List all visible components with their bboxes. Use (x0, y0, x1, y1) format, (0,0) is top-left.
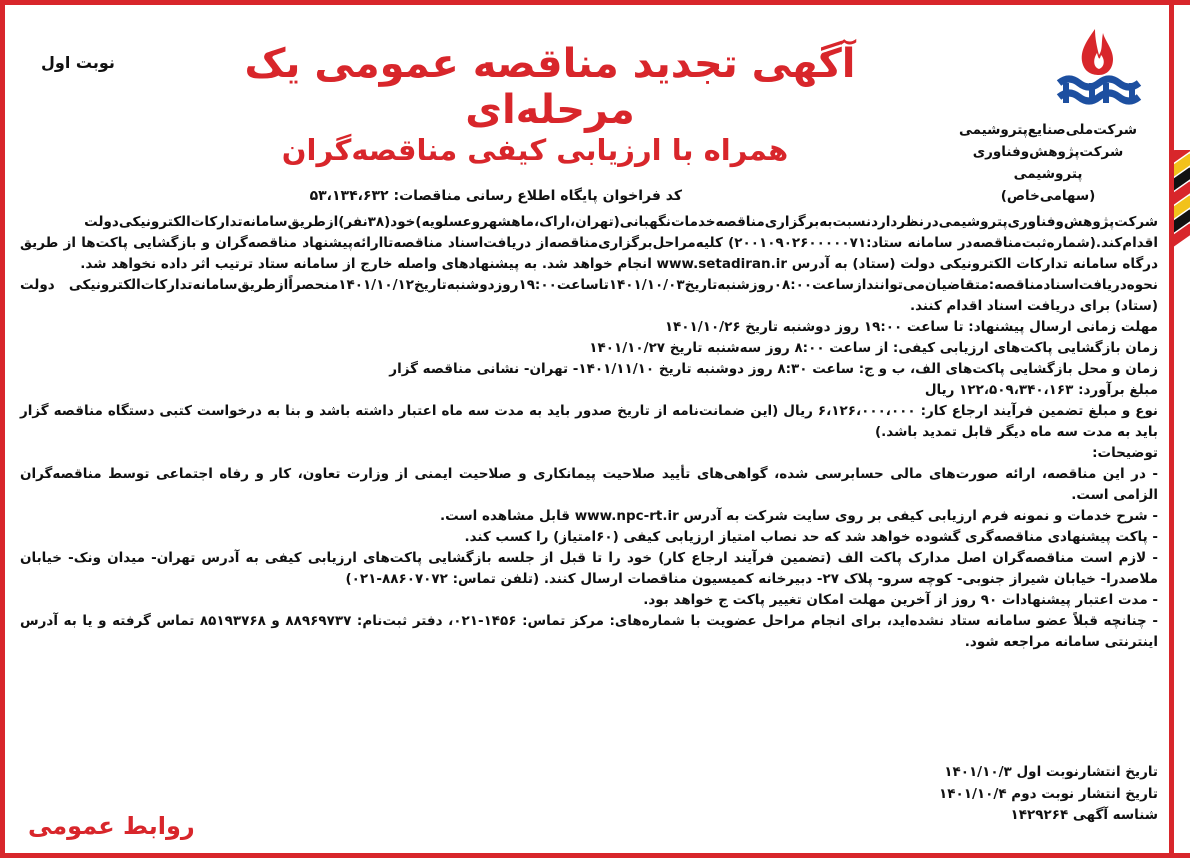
paragraph-notes-heading: توضیحات: (1092, 445, 1158, 461)
ad-identifier: شناسه آگهی ۱۴۲۹۲۶۴ (1010, 807, 1158, 823)
paragraph-note-1: - در این مناقصه، ارائه صورت‌های مالی حسابرسی شده، گواهی‌های تأیید صلاحیت پیمانکاری و صلاحیت ایمنی از وزارت تعاون، کار و رفاه اجتماعی توسط مناقصه‌گران الزامی است. (20, 466, 1158, 503)
public-relations-signature: روابط عمومی (28, 812, 195, 840)
paragraph-doc-receipt: نحوه‌دریافت‌اسنادمناقصه:متقاضیان‌می‌توانندازساعت۰۸:۰۰روزشنبه‌تاریخ۱۴۰۱/۱۰/۰۳تاساعت۱۹:۰۰روزدوشنبه‌تاریخ۱۴۰۱/۱۰/۱۲منحصراًازطریق‌سامانه‌تدارکات‌الکترونیکی دولت (ستاد) برای دریافت اسناد اقدام کنند. (20, 277, 1158, 314)
paragraph-note-2: - شرح خدمات و نمونه فرم ارزیابی کیفی بر روی سایت شرکت به آدرس www.npc-rt.ir قابل مشاهده است. (439, 508, 1158, 524)
paragraph-guarantee: نوع و مبلغ تضمین فرآیند ارجاع کار: ۶،۱۲۶،۰۰۰،۰۰۰ ریال (این ضمانت‌نامه از تاریخ صدور باید به مدت سه ماه اعتبار داشته باشد و بنا به درخواست کتبی دستگاه مناقصه گزار باید به مدت سه ماه دیگر قابل تمدید باشد.) (20, 403, 1158, 440)
npc-flame-logo-icon (1049, 25, 1149, 115)
first-publication-date: تاریخ انتشارنوبت اول ۱۴۰۱/۱۰/۳ (944, 764, 1158, 780)
ad-title: آگهی تجدید مناقصه عمومی یک مرحله‌ای (244, 41, 856, 133)
publication-info (939, 762, 1158, 827)
company-line-type: (سهامی‌خاص) (1000, 188, 1096, 204)
tender-code-line: کد فراخوان پایگاه اطلاع رسانی مناقصات: ۵۳،۱۳۴،۶۳۲ (309, 188, 682, 204)
company-line-rt: شرکت‌پژوهش‌وفناوری پتروشیمی (972, 144, 1124, 182)
decorative-stripes (1174, 150, 1190, 450)
publication-round-label: نوبت اول (41, 53, 115, 72)
paragraph-envelope-opening: زمان و محل بازگشایی پاکت‌های الف، ب و ج: ساعت ۸:۳۰ روز دوشنبه تاریخ ۱۴۰۱/۱۱/۱۰- تهران- نشانی مناقصه گزار (389, 361, 1158, 377)
paragraph-note-5: - مدت اعتبار پیشنهادات ۹۰ روز از آخرین مهلت امکان تغییر پاکت ج خواهد بود. (643, 592, 1158, 608)
paragraph-note-3: - پاکت پیشنهادی مناقصه‌گری گشوده خواهد شد که حد نصاب امتیاز ارزیابی کیفی (۶۰امتیاز) را کسب کند. (464, 529, 1158, 545)
ad-body (20, 212, 1158, 653)
paragraph-intro: شرکت‌پژوهش‌وفناوری‌پتروشیمی‌درنظرداردنسبت‌به‌برگزاری‌مناقصه‌خدمات‌نگهبانی‌(تهران،اراک،ماهشهروعسلویه)خود(۳۸نفر)ازطریق‌سامانه‌تدارکات‌الکترونیکی‌دولت اقدام‌کند.(شماره‌ثبت‌مناقصه‌در سامانه ستاد:۲۰۰۱۰۹۰۲۶۰۰۰۰۰۷۱) کلیه‌مراحل‌برگزاری‌مناقصه‌از دریافت‌اسناد مناقصه‌تاارائه‌پیشنهاد مناقصه‌گران و بازگشایی پاکت‌ها از طریق درگاه سامانه تدارکات الکترونیکی دولت (ستاد) به آدرس www.setadiran.ir انجام خواهد شد. به پیشنهادهای واصله خارج از سامانه ستاد ترتیب اثر داده نخواهد شد. (20, 214, 1158, 272)
paragraph-note-6: - چنانچه قبلاً عضو سامانه ستاد نشده‌اید، برای انجام مراحل عضویت با شماره‌های: مرکز تماس: ۱۴۵۶-۰۲۱، دفتر ثبت‌نام: ۸۸۹۶۹۷۳۷ و ۸۵۱۹۳۷۶۸ تماس گرفته و یا به آدرس اینترنتی سامانه مراجعه شود. (20, 613, 1158, 650)
ad-subtitle: همراه با ارزیابی کیفی مناقصه‌گران (281, 133, 789, 167)
paragraph-deadline: مهلت زمانی ارسال پیشنهاد: تا ساعت ۱۹:۰۰ روز دوشنبه تاریخ ۱۴۰۱/۱۰/۲۶ (664, 319, 1158, 335)
paragraph-note-4: - لازم است مناقصه‌گران اصل مدارک پاکت الف (تضمین فرآیند ارجاع کار) خود را تا قبل از جلسه بازگشایی پاکت‌های ارزیابی کیفی به آدرس تهران- میدان ونک- خیابان ملاصدرا- خیابان شیراز جنوبی- کوچه سرو- پلاک ۲۷- دبیرخانه کمیسیون مناقصات ارسال کنند. (تلفن تماس: ۸۸۶۰۷۰۷۲-۰۲۱) (20, 550, 1158, 587)
paragraph-estimate: مبلغ برآورد: ۱۲۲،۵۰۹،۳۴۰،۱۶۳ ریال (924, 382, 1158, 398)
company-line-npc: شرکت‌ملی‌صنایع‌پتروشیمی (958, 122, 1138, 138)
paragraph-quality-opening: زمان بازگشایی پاکت‌های ارزیابی کیفی: از ساعت ۸:۰۰ روز سه‌شنبه تاریخ ۱۴۰۱/۱۰/۲۷ (589, 340, 1158, 356)
company-names (943, 119, 1153, 207)
frame-bottom-border (0, 853, 1190, 858)
second-publication-date: تاریخ انتشار نوبت دوم ۱۴۰۱/۱۰/۴ (939, 785, 1158, 802)
